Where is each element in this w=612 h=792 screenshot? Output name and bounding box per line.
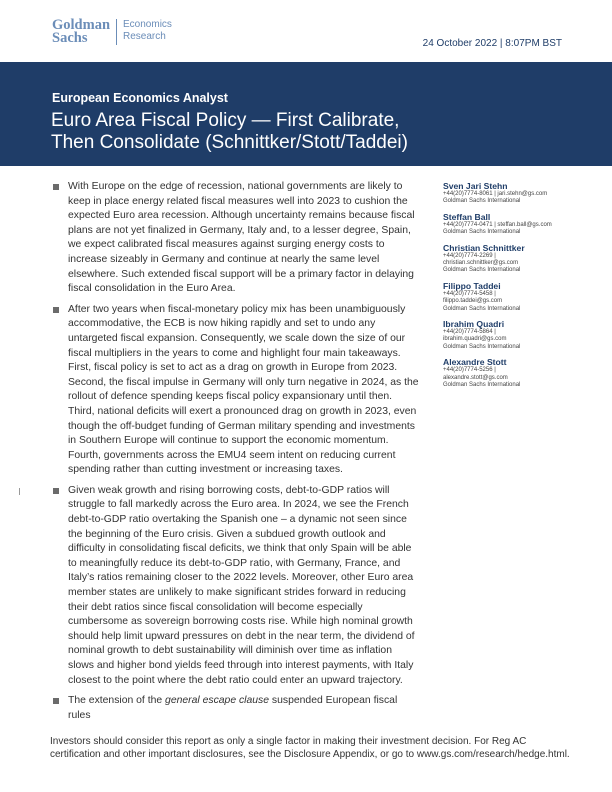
author-list — [443, 181, 583, 396]
division-name — [123, 19, 172, 43]
author-email: ibrahim.quadri@gs.com — [443, 336, 507, 343]
bullet-square-icon — [53, 184, 59, 190]
bullet-text-start: The extension of the — [68, 695, 166, 707]
author-entry — [443, 243, 583, 275]
bullet-square-icon — [53, 698, 59, 704]
author-phone: +44(20)7774-5458 | — [443, 290, 496, 297]
author-firm: Goldman Sachs International — [443, 198, 521, 205]
author-firm: Goldman Sachs International — [443, 382, 521, 389]
margin-mark — [19, 488, 20, 495]
author-entry — [443, 181, 583, 206]
division-line-2: Research — [123, 31, 166, 42]
author-name: Filippo Taddei — [443, 280, 501, 291]
author-name: Alexandre Stott — [443, 357, 507, 368]
author-entry — [443, 319, 583, 351]
author-email: filippo.taddei@gs.com — [443, 298, 503, 305]
emphasis-text: general escape clause — [165, 695, 270, 707]
author-name: Ibrahim Quadri — [443, 319, 505, 330]
page-header — [0, 0, 612, 62]
bullet-point — [50, 180, 420, 297]
author-contact: +44(20)7774-8061 | jari.stehn@gs.com — [443, 191, 548, 197]
author-name: Sven Jari Stehn — [443, 181, 508, 191]
goldman-sachs-logo — [52, 19, 172, 45]
logo-line-2: Sachs — [52, 30, 88, 46]
series-name: European Economics Analyst — [52, 91, 228, 105]
author-email: alexandre.stott@gs.com — [443, 374, 508, 381]
author-firm: Goldman Sachs International — [443, 305, 521, 312]
author-firm: Goldman Sachs International — [443, 343, 521, 350]
bullet-point — [50, 484, 420, 688]
logo-divider — [116, 19, 117, 45]
author-contact: +44(20)7774-0471 | steffan.ball@gs.com — [443, 221, 552, 228]
author-email: christian.schnittker@gs.com — [443, 260, 519, 267]
author-entry — [443, 281, 583, 313]
publication-date: 24 October 2022 | 8:07PM BST — [422, 38, 562, 49]
bullet-text: With Europe on the edge of recession, national governments are likely to keep in place energy related fiscal measures well into 2023 to cushion the expected Euro area recession. Although uncertainty remains because fiscal plans are not yet finalized in Germany, Italy and, to a lesser degree, Spain, we expect calibrated fiscal measures against surging energy costs to increase sizeably in Germany and continue at nearly the same level elsewhere. Such extended fiscal support will be a primary factor in delaying fiscal consolidation in the Euro Area. — [68, 181, 415, 295]
author-firm: Goldman Sachs International — [443, 267, 521, 274]
report-title: Euro Area Fiscal Policy — First Calibrate, Then Consolidate (Schnittker/Stott/Taddei) — [51, 110, 408, 153]
bullet-square-icon — [53, 488, 59, 494]
division-line-1: Economics — [123, 19, 172, 30]
bullet-text: After two years when fiscal-monetary policy mix has been unambiguously accommodative, the ECB is now hiking rapidly and set to undo any untargeted fiscal expansion. Consequently, we scale down the size of our fiscal multipliers in the years to come and highlight four main takeaways. First, fiscal policy is set to act as a drag on growth in Europe from 2023. Second, the fiscal impulse in Germany will only turn negative in 2024, as the rollout of defence spending keeps fiscal policy expansionary until then. Third, national deficits will exert a pronounced drag on growth in 2023, even though the off-budget funding of German military spending and investments in Southern Europe will continue to support the economic momentum. Fourth, governments across the EMU4 seem intent on reducing current spending rather than cutting investment or increasing taxes. — [68, 303, 419, 476]
bullet-text-end: suspended European fiscal rules — [68, 695, 398, 721]
author-phone: +44(20)7774-5256 | — [443, 367, 496, 374]
bullet-square-icon — [53, 307, 59, 313]
author-name: Christian Schnittker — [443, 242, 525, 253]
bullet-text: Given weak growth and rising borrowing costs, debt-to-GDP ratios will struggle to fall markedly across the Euro area. In 2024, we see the French debt-to-GDP ratio overtaking the Spanish one – a dynamic not seen since the beginning of the Euro crisis. Given a subdued growth outlook and difficulty in consolidating fiscal deficits, we think that only Spain will be able to meaningfully reduce its debt-to-GDP ratio, with Germany, France, and Italy’s ratios remaining closer to the 2022 levels. Moreover, other Euro area member states are unlikely to make significant strides forward in reducing their debt ratios since fiscal consolidation will become especially cumbersome as sovereign borrowing costs rise. While high nominal growth should help limit upward pressures on debt in the near term, the dividend of nominal growth to debt sustainability will diminish over time as inflation slows and higher bond yields feed through into interest payments, with Italy closest to the point where the debt ratio could enter an upward trajectory. — [68, 484, 415, 686]
author-phone: +44(20)7774-5864 | — [443, 329, 496, 336]
author-name: Steffan Ball — [443, 211, 491, 222]
report-body — [50, 180, 420, 729]
author-entry — [443, 212, 583, 237]
logo-line-1: Goldman — [52, 17, 111, 33]
bullet-point — [50, 694, 420, 723]
author-phone: +44(20)7774-2269 | — [443, 252, 496, 259]
logo-wordmark — [52, 19, 110, 45]
bullet-point — [50, 303, 420, 478]
disclosure-footer: Investors should consider this report as only a single factor in making their investment decision. For Reg AC certification and other important disclosures, see the Disclosure Appendix, or go to www.gs.com/research/hedge.html. — [50, 736, 570, 760]
author-entry — [443, 357, 583, 389]
author-firm: Goldman Sachs International — [443, 229, 521, 236]
